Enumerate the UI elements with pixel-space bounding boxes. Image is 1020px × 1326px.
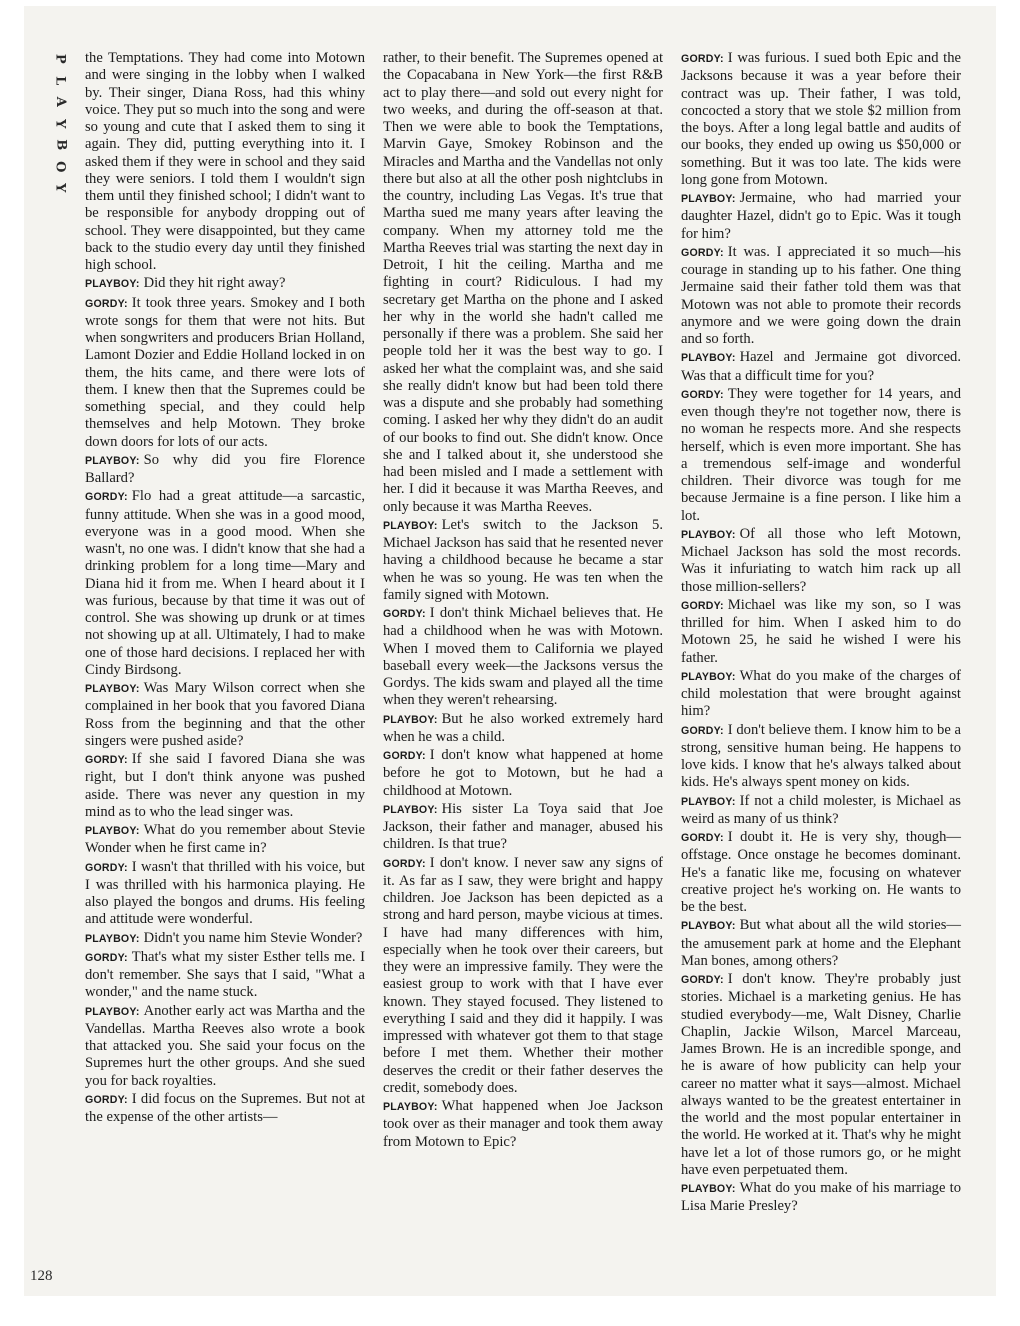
speaker-label: GORDY: [85, 491, 128, 504]
interview-paragraph [681, 349, 961, 385]
interview-paragraph [383, 801, 663, 854]
paragraph-text: That's what my sister Esther tells me. I don't remember. She says that I said, "What a wonder," and the name stuck. [85, 948, 365, 1001]
speaker-label: PLAYBOY: [681, 352, 736, 365]
speaker-label: PLAYBOY: [85, 278, 140, 291]
speaker-label: GORDY: [85, 297, 128, 310]
speaker-label: PLAYBOY: [383, 803, 438, 816]
interview-paragraph [85, 751, 365, 821]
paragraph-text: I don't think Michael believes that. He had a childhood when he was with Motown. When I moved them to California we played baseball every week—the Jacksons versus the Gordys. The kids swam and played all the time when they weren't rehearsing. [383, 605, 663, 709]
paragraph-text: It was. I appreciated it so much—his courage in standing up to his father. One thing Jermaine said their father told them was that Motown was not able to promote their records anymore and we were going down the drain and so forth. [681, 243, 961, 347]
interview-paragraph [681, 190, 961, 243]
text-column-1 [85, 50, 365, 1126]
speaker-label: PLAYBOY: [681, 920, 736, 933]
interview-paragraph [383, 1098, 663, 1151]
interview-paragraph [383, 747, 663, 800]
interview-paragraph [681, 971, 961, 1179]
paragraph-text: I doubt it. He is very shy, though—offstage. Once onstage he becomes dominant. He's a fanatic like me, focusing on whatever creative project he's working on. He wants to be the best. [681, 829, 961, 915]
masthead-letter: L [52, 75, 68, 85]
speaker-label: PLAYBOY: [681, 1183, 736, 1195]
interview-paragraph [85, 1091, 365, 1127]
speaker-label: GORDY: [681, 53, 724, 65]
speaker-label: GORDY: [85, 951, 128, 964]
speaker-label: GORDY: [383, 608, 426, 620]
paragraph-text: What do you make of the charges of child molestation that were brought against him? [681, 667, 961, 720]
paragraph-text: Hazel and Jermaine got divorced. Was that a difficult time for you? [681, 349, 961, 384]
speaker-label: PLAYBOY: [681, 670, 736, 683]
interview-paragraph [681, 244, 961, 349]
interview-paragraph [85, 859, 365, 929]
interview-paragraph [85, 1003, 365, 1090]
interview-paragraph [681, 722, 961, 792]
speaker-label: PLAYBOY: [383, 519, 438, 532]
paragraph-text: What do you remember about Stevie Wonder when he first came in? [85, 822, 365, 857]
speaker-label: PLAYBOY: [681, 193, 736, 205]
interview-paragraph [383, 855, 663, 1098]
paragraph-text: the Temptations. They had come into Motown and were singing in the lobby when I walked by. Their singer, Diana Ross, had this whiny voice. They put so much into the song and were so young and cute that I asked them to sing it again. They did, putting everything into it. I asked them if they were in school and they said they were seniors. I told them I wouldn't sign them until they finished school; I didn't want to be responsible for anybody dropping out of school. They were disappointed, but they came back to the studio every day until they finished high school. [85, 50, 365, 273]
speaker-label: PLAYBOY: [681, 795, 736, 808]
interview-paragraph [85, 822, 365, 858]
speaker-label: PLAYBOY: [85, 825, 140, 837]
speaker-label: PLAYBOY: [681, 528, 736, 541]
paragraph-text: So why did you fire Florence Ballard? [85, 451, 365, 486]
paragraph-text: If not a child molester, is Michael as weird as many of us think? [681, 792, 961, 827]
paragraph-text: Flo had a great attitude—a sarcastic, funny attitude. When she was in a good mood, everyone was in a good mood. When she wasn't, no one was. I didn't know that she had a drinking problem for a long time—Mary and Diana hid it from me. When I heard about it I was furious, because by that time it was out of control. She was showing up drunk or at times not showing up at all. Ultimately, I had to make one of those hard decisions. I replaced her with Cindy Birdsong. [85, 488, 365, 678]
interview-paragraph [681, 668, 961, 721]
paragraph-text: Jermaine, who had married your daughter Hazel, didn't go to Epic. Was it tough for him? [681, 190, 961, 242]
paragraph-text: Of all those who left Motown, Michael Jackson has sold the most records. Was it infuriating to watch him rack up all those million-sellers? [681, 525, 961, 595]
paragraph-text: It took three years. Smokey and I both wrote songs for them that were not hits. But when songwriters and producers Brian Holland, Lamont Dozier and Eddie Holland locked in on them, the hits came, and there were lots of them. I knew then that the Supremes could be something special, and they could help themselves and help Motown. They broke down doors for lots of our acts. [85, 294, 365, 450]
paragraph-text: rather, to their benefit. The Supremes opened at the Copacabana in New York—the first R&B act to play there—and sold out every night for two weeks, and during the off-season at that. Then we were able to book the Temptations, Marvin Gaye, Smokey Robinson and the Miracles and Martha and the Vandellas not only there but also at all the other posh nightclubs in the country, including Las Vegas. It's true that Martha sued me many years after leaving the company. When my attorney told me the Martha Reeves trial was starting the next day in Detroit, I hit the ceiling. Martha and me fighting in court? Ridiculous. I had my secretary get Martha on the phone and I asked her why in the world she hadn't called me personally if there was a problem. She said her people told her it was the best way to go. I asked her what the complaint was, and she said she really didn't know but had been told there was a dispute and she probably had something coming. I asked her why they didn't do an audit of our books to find out. She didn't know. Once she and I talked about it, she understood she had been misled and I made a settlement with her. I did it because it was Martha Reeves, and only because it was Martha Reeves. [383, 50, 663, 515]
paragraph-text: But what about all the wild stories—the amusement park at home and the Elephant Man bones, among others? [681, 917, 961, 969]
interview-paragraph [383, 605, 663, 710]
paragraph-text: I don't know. They're probably just stories. Michael is a marketing genius. He has studied everybody—me, Walt Disney, Charlie Chaplin, Jackie Wilson, Marcel Marceau, James Brown. He is an incredible sponge, and he is aware of how publicity can help your career no matter what it says—almost. Michael always wanted to be the greatest entertainer in the world and the most popular entertainer in the world. He worked at it. That's why he might have let a lot of those rumors go, or he might have even perpetuated them. [681, 971, 961, 1178]
paragraph-text: I was furious. I sued both Epic and the Jacksons because it was a year before their contract was up. Their father, I was told, concocted a story that we stole $2 million from the boys. After a long legal battle and audits of our books, they ended up owing us $50,000 or something. But it was too late. The kids were long gone from Motown. [681, 50, 961, 188]
paragraph-text: I wasn't that thrilled with his voice, but I was thrilled with his harmonica playing. He also played the bongos and drums. His feeling and attitude were wonderful. [85, 858, 365, 928]
interview-paragraph [681, 526, 961, 596]
speaker-label: GORDY: [681, 974, 724, 986]
speaker-label: GORDY: [681, 599, 724, 612]
interview-paragraph [681, 829, 961, 916]
paragraph-text: They were together for 14 years, and even though they're not together now, there is no woman he respects more. And she respects herself, which is even more important. She has a tremendous self-image and wonderful children. Their divorce was tough for me because Jermaine is a fine person. I like him a lot. [681, 385, 961, 524]
interview-paragraph [85, 275, 365, 293]
speaker-label: PLAYBOY: [85, 1005, 140, 1018]
paragraph-text: Michael was like my son, so I was thrilled for him. When I asked him to do Motown 25, he said he wished I were his father. [681, 596, 961, 666]
paragraph-text: I don't believe them. I know him to be a strong, sensitive human being. He happens to love kids. I know that he's always talked about kids. He's always spent money on kids. [681, 721, 961, 791]
masthead-letter: Y [52, 118, 68, 128]
paragraph-text: I did focus on the Supremes. But not at the expense of the other artists— [85, 1090, 365, 1125]
interview-paragraph [681, 50, 961, 189]
masthead-letter: O [52, 160, 68, 172]
text-column-3 [681, 50, 961, 1216]
interview-paragraph [85, 949, 365, 1002]
masthead-letter: A [52, 96, 68, 107]
speaker-label: GORDY: [681, 246, 724, 259]
interview-paragraph [383, 711, 663, 747]
masthead-letter: P [52, 53, 68, 64]
speaker-label: GORDY: [85, 1093, 128, 1106]
interview-paragraph [85, 295, 365, 451]
paragraph-text: Did they hit right away? [143, 275, 286, 292]
interview-paragraph [85, 680, 365, 750]
interview-paragraph [383, 50, 663, 516]
speaker-label: GORDY: [681, 388, 724, 401]
interview-paragraph [681, 1180, 961, 1216]
paragraph-text: But he also worked extremely hard when he was a child. [383, 710, 663, 745]
speaker-label: PLAYBOY: [85, 932, 140, 945]
paragraph-text: What do you make of his marriage to Lisa Marie Presley? [681, 1180, 961, 1215]
speaker-label: GORDY: [681, 832, 724, 844]
speaker-label: GORDY: [681, 724, 724, 737]
masthead-letter: Y [52, 183, 68, 193]
magazine-page [24, 6, 996, 1296]
paragraph-text: Was Mary Wilson correct when she complained in her book that you favored Diana Ross from the beginning and that the other singers were pushed aside? [85, 680, 365, 749]
speaker-label: GORDY: [85, 754, 128, 766]
playboy-masthead [50, 48, 70, 199]
speaker-label: GORDY: [85, 861, 128, 874]
interview-paragraph [681, 386, 961, 525]
page-number: 128 [30, 1268, 53, 1284]
speaker-label: GORDY: [383, 750, 426, 762]
speaker-label: PLAYBOY: [383, 1101, 438, 1113]
interview-paragraph [681, 597, 961, 667]
paragraph-text: Let's switch to the Jackson 5. Michael Jackson has said that he resented never having a childhood because he became a star when he was so young. He was ten when the family signed with Motown. [383, 516, 663, 603]
interview-paragraph [85, 50, 365, 274]
interview-paragraph [85, 452, 365, 488]
paragraph-text: I don't know. I never saw any signs of it. As far as I saw, they were bright and happy children. Joe Jackson has been depicted as a strong and hard person, maybe vicious at times. I have had many differences with him, especially when he took over their careers, but they were an impressive family. They were the easiest group to work with that I have ever known. They stayed focused. They listened to everything I said and they did it happily. I was impressed with whatever got them to that stage before I met them. Whether their mother deserves the credit or their father deserves the credit, somebody does. [383, 854, 663, 1096]
masthead-letter: B [52, 139, 68, 151]
paragraph-text: What happened when Joe Jackson took over as their manager and took them away from Motown to Epic? [383, 1098, 663, 1150]
paragraph-text: Didn't you name him Stevie Wonder? [143, 929, 363, 946]
text-column-2 [383, 50, 663, 1151]
speaker-label: PLAYBOY: [85, 683, 140, 695]
interview-paragraph [681, 917, 961, 970]
speaker-label: PLAYBOY: [85, 454, 140, 467]
interview-paragraph [85, 488, 365, 679]
interview-paragraph [85, 930, 365, 948]
paragraph-text: If she said I favored Diana she was right, but I don't think anyone was pushed aside. There was never any question in my mind as to who the lead singer was. [85, 751, 365, 820]
paragraph-text: I don't know what happened at home before he got to Motown, but he had a childhood at Motown. [383, 747, 663, 799]
interview-paragraph [681, 793, 961, 829]
speaker-label: GORDY: [383, 857, 426, 870]
speaker-label: PLAYBOY: [383, 713, 438, 726]
paragraph-text: Another early act was Martha and the Vandellas. Martha Reeves also wrote a book that attacked you. She said your focus on the Supremes hurt the other groups. And she sued you for back royalties. [85, 1002, 365, 1089]
interview-paragraph [383, 517, 663, 604]
paragraph-text: His sister La Toya said that Joe Jackson, their father and manager, abused his children. Is that true? [383, 800, 663, 853]
